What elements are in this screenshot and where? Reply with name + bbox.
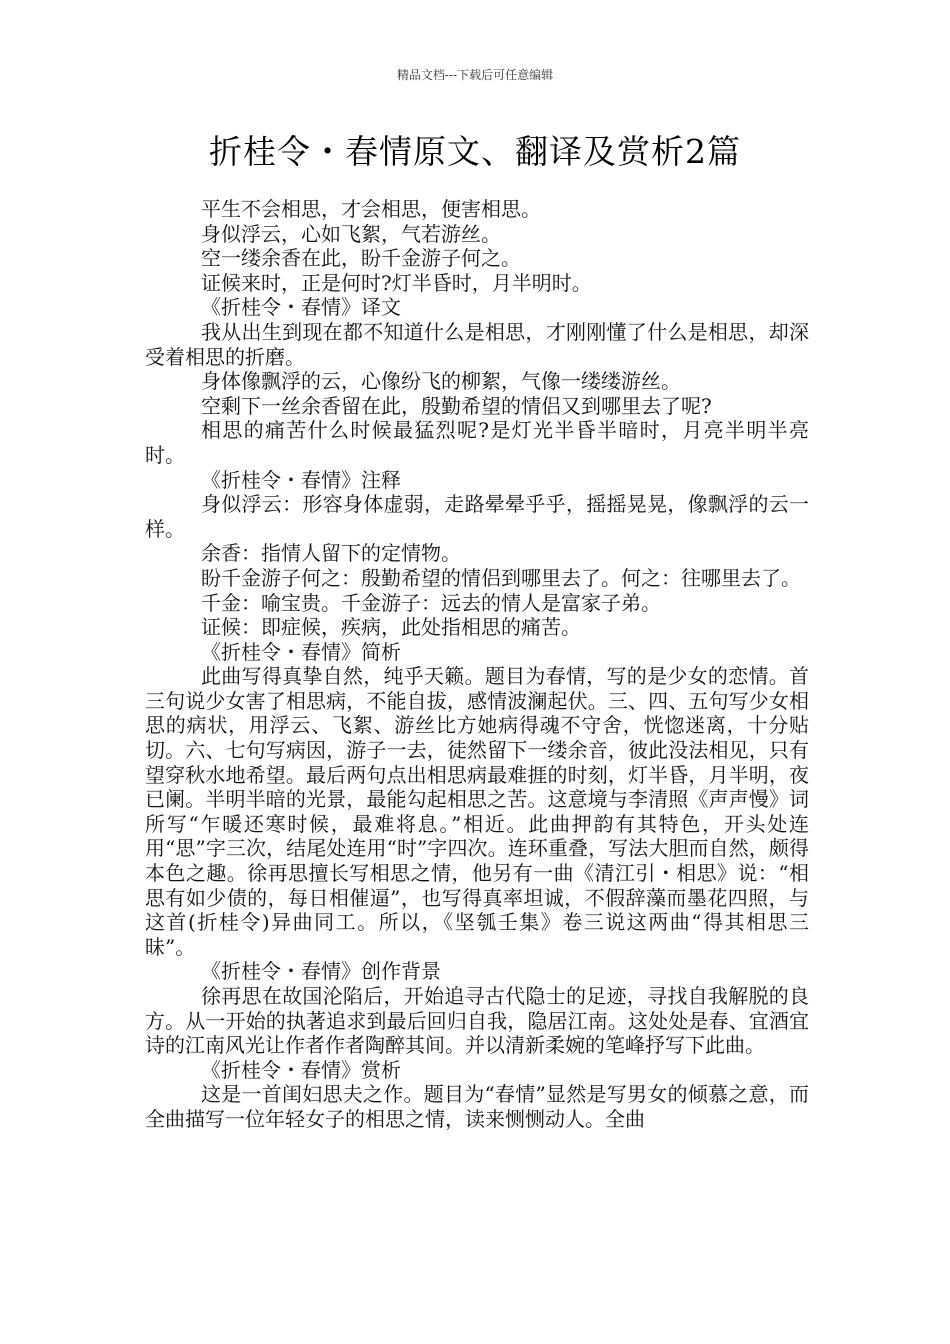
page-header: 精品文档---下载后可任意编辑 (396, 68, 554, 82)
poem-line-2: 身似浮云，心如飞絮，气若游丝。 (201, 221, 501, 246)
note-paragraph: 身似浮云：形容身体虚弱，走路晕晕乎乎，摇摇晃晃，像飘浮的云一样。 (145, 492, 809, 541)
background-paragraph: 徐再思在故国沦陷后，开始追寻古代隐士的足迹，寻找自我解脱的良方。从一开始的执著追求到最后回归自我，隐居江南。这处处是春、宜酒宜诗的江南风光让作者作者陶醉其间。并以清新柔婉的笔峰抒写下此曲。 (145, 984, 809, 1058)
translation-paragraph: 相思的痛苦什么时候最猛烈呢?是灯光半昏半暗时，月亮半明半亮时。 (145, 418, 809, 467)
translation-paragraph: 空剩下一丝余香留在此，殷勤希望的情侣又到哪里去了呢? (201, 393, 712, 418)
appreciation-paragraph: 这是一首闺妇思夫之作。题目为“春情”显然是写男女的倾慕之意，而全曲描写一位年轻女子的相思之情，读来恻恻动人。全曲 (145, 1082, 809, 1131)
translation-paragraph: 我从出生到现在都不知道什么是相思，才刚刚懂了什么是相思，却深受着相思的折磨。 (145, 319, 809, 369)
section-heading-translation: 《折桂令・春情》译文 (201, 295, 401, 320)
note-paragraph: 盼千金游子何之：殷勤希望的情侣到哪里去了。何之：往哪里去了。 (201, 565, 801, 590)
poem-line-3: 空一缕余香在此，盼千金游子何之。 (201, 246, 521, 271)
analysis-paragraph: 此曲写得真挚自然，纯乎天籁。题目为春情，写的是少女的恋情。首三句说少女害了相思病，不能自拔，感情波澜起伏。三、四、五句写少女相思的病状，用浮云、飞絮、游丝比方她病得魂不守舍，恍惚迷离，十分贴切。六、七句写病因，游子一去，徒然留下一缕余音，彼此没法相见，只有望穿秋水地希望。最后两句点出相思病最难捱的时刻，灯半昏，月半明，夜已阑。半明半暗的光景，最能勾起相思之苦。这意境与李清照《声声慢》词所写“乍暖还寒时候，最难将息。”相近。此曲押韵有其特色，开头处连用“思”字三次，结尾处连用“时”字四次。连环重叠，写法大胆而自然，颇得本色之趣。徐再思擅长写相思之情，他另有一曲《清江引・相思》说：“相思有如少债的，每日相催逼”，也写得真率坦诚，不假辞藻而墨花四照，与这首(折桂令)异曲同工。所以，《坚瓠壬集》卷三说这两曲“得其相思三昧”。 (145, 664, 809, 959)
poem-line-1: 平生不会相思，才会相思，便害相思。 (201, 197, 541, 221)
note-paragraph: 千金：喻宝贵。千金游子：远去的情人是富家子弟。 (201, 590, 661, 615)
section-heading-appreciation: 《折桂令・春情》赏析 (201, 1057, 401, 1082)
section-heading-notes: 《折桂令・春情》注释 (201, 467, 401, 492)
section-heading-analysis: 《折桂令・春情》简析 (201, 639, 401, 664)
note-paragraph: 余香：指情人留下的定情物。 (201, 541, 461, 566)
poem-line-4: 证候来时，正是何时?灯半昏时，月半明时。 (201, 270, 592, 295)
document-body (145, 197, 809, 1132)
note-paragraph: 证候：即症候，疾病，此处指相思的痛苦。 (201, 615, 581, 640)
section-heading-background: 《折桂令・春情》创作背景 (201, 959, 441, 984)
translation-paragraph: 身体像飘浮的云，心像纷飞的柳絮，气像一缕缕游丝。 (201, 369, 681, 394)
document-title: 折桂令・春情原文、翻译及赏析2篇 (209, 132, 741, 171)
